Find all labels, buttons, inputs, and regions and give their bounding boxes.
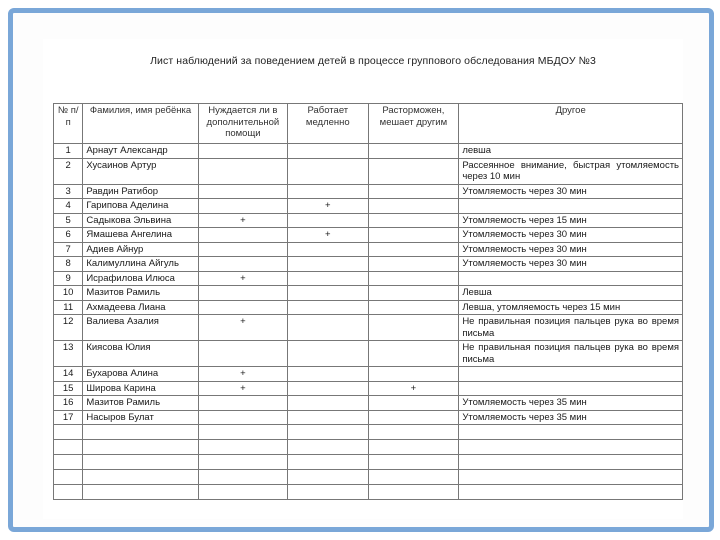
row-number: 7 <box>54 242 83 257</box>
disturbs-others-mark <box>368 300 459 315</box>
table-row <box>54 228 683 243</box>
empty-table-row <box>54 440 683 455</box>
disturbs-others-mark: + <box>368 381 459 396</box>
table-header-row <box>54 104 683 144</box>
empty-table-row <box>54 485 683 500</box>
table-row <box>54 242 683 257</box>
empty-table-row <box>54 470 683 485</box>
child-name: Киясова Юлия <box>83 341 198 367</box>
empty-cell <box>83 485 198 500</box>
disturbs-others-mark <box>368 341 459 367</box>
needs-help-mark <box>198 184 287 199</box>
table-row <box>54 271 683 286</box>
table-row <box>54 367 683 382</box>
empty-cell <box>198 455 287 470</box>
row-number: 11 <box>54 300 83 315</box>
empty-cell <box>83 440 198 455</box>
disturbs-others-mark <box>368 410 459 425</box>
disturbs-others-mark <box>368 199 459 214</box>
header-name: Фамилия, имя ребёнка <box>83 104 198 144</box>
works-slowly-mark <box>288 242 368 257</box>
empty-cell <box>368 470 459 485</box>
table-row <box>54 144 683 159</box>
child-name: Арнаут Александр <box>83 144 198 159</box>
other-note: Утомляемость через 30 мин <box>459 184 683 199</box>
header-other: Другое <box>459 104 683 144</box>
row-number: 1 <box>54 144 83 159</box>
empty-cell <box>198 470 287 485</box>
empty-cell <box>54 485 83 500</box>
needs-help-mark: + <box>198 367 287 382</box>
table-row <box>54 257 683 272</box>
header-disturb: Расторможен, мешает другим <box>368 104 459 144</box>
works-slowly-mark <box>288 300 368 315</box>
other-note: Не правильная позиция пальцев рука во время письма <box>459 315 683 341</box>
disturbs-others-mark <box>368 396 459 411</box>
empty-cell <box>368 440 459 455</box>
row-number: 15 <box>54 381 83 396</box>
header-num: № п/п <box>54 104 83 144</box>
empty-table-row <box>54 455 683 470</box>
child-name: Гарипова Аделина <box>83 199 198 214</box>
child-name: Хусаинов Артур <box>83 158 198 184</box>
other-note <box>459 271 683 286</box>
table-row <box>54 396 683 411</box>
row-number: 12 <box>54 315 83 341</box>
disturbs-others-mark <box>368 271 459 286</box>
needs-help-mark: + <box>198 381 287 396</box>
other-note: Не правильная позиция пальцев рука во время письма <box>459 341 683 367</box>
empty-cell <box>54 470 83 485</box>
disturbs-others-mark <box>368 315 459 341</box>
works-slowly-mark <box>288 341 368 367</box>
row-number: 2 <box>54 158 83 184</box>
child-name: Ахмадеева Лиана <box>83 300 198 315</box>
empty-cell <box>459 440 683 455</box>
child-name: Равдин Ратибор <box>83 184 198 199</box>
empty-cell <box>459 455 683 470</box>
table-body <box>54 144 683 500</box>
disturbs-others-mark <box>368 257 459 272</box>
empty-cell <box>459 485 683 500</box>
child-name: Широва Карина <box>83 381 198 396</box>
table-row <box>54 158 683 184</box>
child-name: Насыров Булат <box>83 410 198 425</box>
row-number: 13 <box>54 341 83 367</box>
empty-cell <box>198 440 287 455</box>
empty-cell <box>198 485 287 500</box>
observation-table <box>53 103 683 500</box>
other-note: Утомляемость через 30 мин <box>459 228 683 243</box>
needs-help-mark <box>198 242 287 257</box>
empty-cell <box>54 455 83 470</box>
other-note <box>459 367 683 382</box>
works-slowly-mark <box>288 213 368 228</box>
needs-help-mark <box>198 144 287 159</box>
table-row <box>54 199 683 214</box>
other-note <box>459 381 683 396</box>
child-name: Бухарова Алина <box>83 367 198 382</box>
row-number: 16 <box>54 396 83 411</box>
works-slowly-mark <box>288 144 368 159</box>
empty-cell <box>198 425 287 440</box>
slide-frame <box>8 8 714 532</box>
needs-help-mark <box>198 228 287 243</box>
empty-cell <box>288 440 368 455</box>
document-sheet <box>43 39 683 519</box>
works-slowly-mark <box>288 315 368 341</box>
empty-cell <box>288 455 368 470</box>
empty-cell <box>54 440 83 455</box>
works-slowly-mark <box>288 381 368 396</box>
table-row <box>54 184 683 199</box>
empty-cell <box>459 425 683 440</box>
disturbs-others-mark <box>368 213 459 228</box>
child-name: Калимуллина Айгуль <box>83 257 198 272</box>
needs-help-mark <box>198 300 287 315</box>
disturbs-others-mark <box>368 367 459 382</box>
child-name: Мазитов Рамиль <box>83 396 198 411</box>
table-row <box>54 410 683 425</box>
child-name: Ямашева Ангелина <box>83 228 198 243</box>
other-note <box>459 199 683 214</box>
row-number: 4 <box>54 199 83 214</box>
header-slow: Работает медленно <box>288 104 368 144</box>
row-number: 6 <box>54 228 83 243</box>
other-note: Утомляемость через 35 мин <box>459 396 683 411</box>
works-slowly-mark <box>288 257 368 272</box>
child-name: Исрафилова Илюса <box>83 271 198 286</box>
disturbs-others-mark <box>368 286 459 301</box>
works-slowly-mark <box>288 286 368 301</box>
table-row <box>54 341 683 367</box>
works-slowly-mark: + <box>288 228 368 243</box>
empty-cell <box>54 425 83 440</box>
other-note: Левша <box>459 286 683 301</box>
other-note: левша <box>459 144 683 159</box>
table-row <box>54 286 683 301</box>
empty-cell <box>288 425 368 440</box>
disturbs-others-mark <box>368 184 459 199</box>
other-note: Утомляемость через 35 мин <box>459 410 683 425</box>
child-name: Адиев Айнур <box>83 242 198 257</box>
child-name: Мазитов Рамиль <box>83 286 198 301</box>
needs-help-mark <box>198 396 287 411</box>
empty-cell <box>368 485 459 500</box>
needs-help-mark: + <box>198 213 287 228</box>
other-note: Утомляемость через 30 мин <box>459 242 683 257</box>
empty-cell <box>368 455 459 470</box>
needs-help-mark <box>198 257 287 272</box>
needs-help-mark <box>198 410 287 425</box>
works-slowly-mark <box>288 158 368 184</box>
empty-cell <box>459 470 683 485</box>
needs-help-mark: + <box>198 271 287 286</box>
works-slowly-mark <box>288 410 368 425</box>
empty-table-row <box>54 425 683 440</box>
needs-help-mark <box>198 158 287 184</box>
table-row <box>54 381 683 396</box>
document-title: Лист наблюдений за поведением детей в процессе группового обследования МБДОУ №3 <box>150 55 596 67</box>
needs-help-mark <box>198 286 287 301</box>
empty-cell <box>288 470 368 485</box>
works-slowly-mark: + <box>288 199 368 214</box>
table-row <box>54 315 683 341</box>
table-row <box>54 213 683 228</box>
works-slowly-mark <box>288 396 368 411</box>
works-slowly-mark <box>288 271 368 286</box>
row-number: 3 <box>54 184 83 199</box>
disturbs-others-mark <box>368 228 459 243</box>
empty-cell <box>83 425 198 440</box>
disturbs-others-mark <box>368 242 459 257</box>
works-slowly-mark <box>288 367 368 382</box>
child-name: Валиева Азалия <box>83 315 198 341</box>
empty-cell <box>83 470 198 485</box>
disturbs-others-mark <box>368 158 459 184</box>
row-number: 14 <box>54 367 83 382</box>
other-note: Левша, утомляемость через 15 мин <box>459 300 683 315</box>
row-number: 9 <box>54 271 83 286</box>
table-row <box>54 300 683 315</box>
empty-cell <box>83 455 198 470</box>
works-slowly-mark <box>288 184 368 199</box>
needs-help-mark <box>198 341 287 367</box>
other-note: Утомляемость через 15 мин <box>459 213 683 228</box>
empty-cell <box>368 425 459 440</box>
row-number: 17 <box>54 410 83 425</box>
needs-help-mark <box>198 199 287 214</box>
other-note: Утомляемость через 30 мин <box>459 257 683 272</box>
header-help: Нуждается ли в дополнительной помощи <box>198 104 287 144</box>
child-name: Садыкова Эльвина <box>83 213 198 228</box>
empty-cell <box>288 485 368 500</box>
other-note: Рассеянное внимание, быстрая утомляемость через 10 мин <box>459 158 683 184</box>
row-number: 8 <box>54 257 83 272</box>
disturbs-others-mark <box>368 144 459 159</box>
row-number: 10 <box>54 286 83 301</box>
needs-help-mark: + <box>198 315 287 341</box>
row-number: 5 <box>54 213 83 228</box>
